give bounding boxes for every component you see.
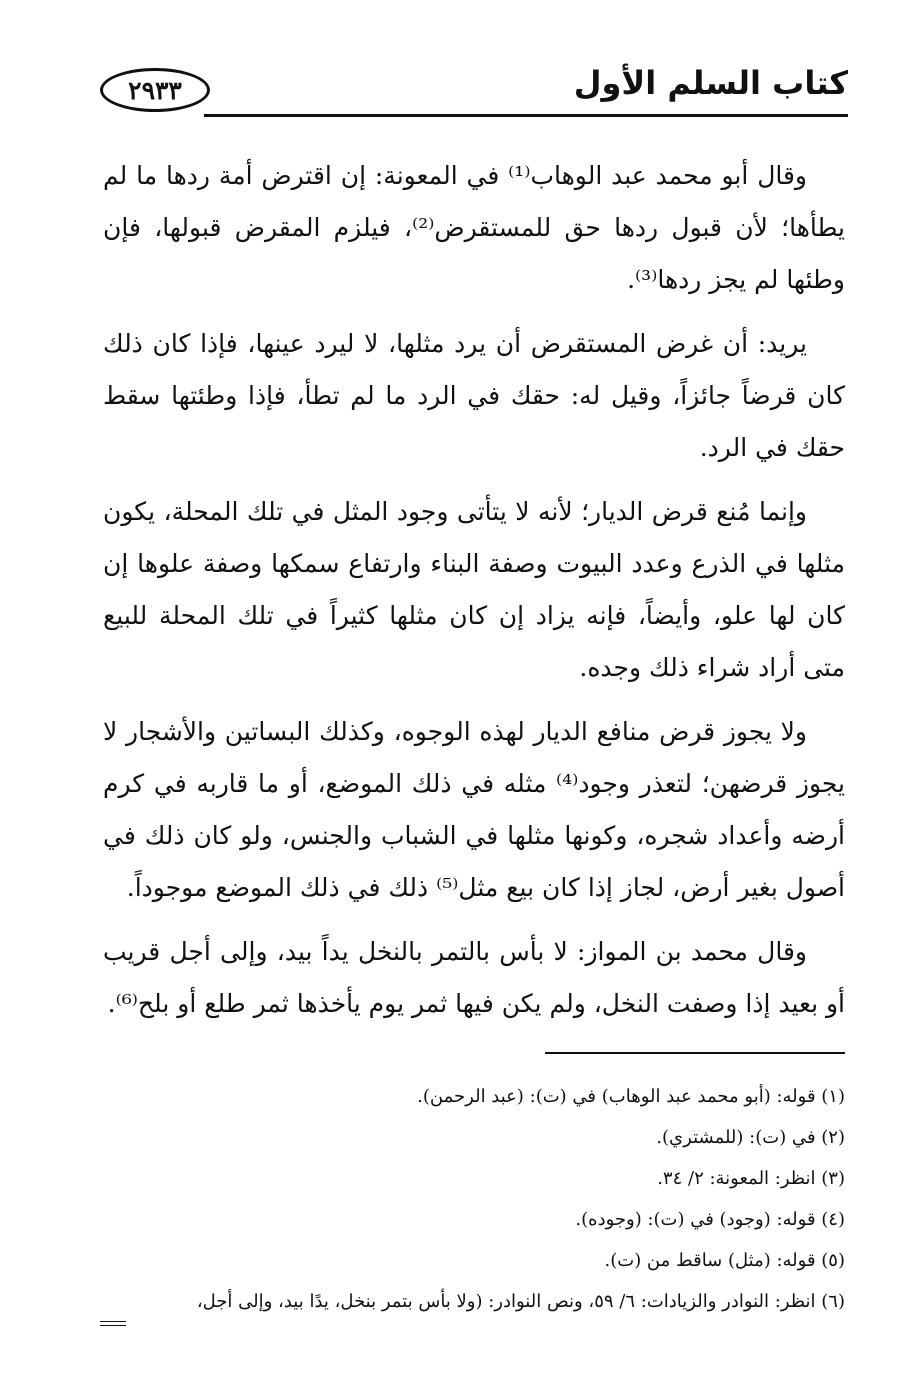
footnote-1: (١) قوله: (أبو محمد عبد الوهاب) في (ت): (عبد الرحمن). bbox=[417, 1086, 845, 1107]
paragraph-1: وقال أبو محمد عبد الوهاب⁽¹⁾ في المعونة: إن اقترض أمة ردها ما لم يطأها؛ لأن قبول ردها حق للمستقرض⁽²⁾، فيلزم المقرض قبولها، فإن وطئها لم يجز ردها⁽³⁾. bbox=[103, 161, 845, 294]
main-text bbox=[103, 150, 845, 1042]
paragraph-2: يريد: أن غرض المستقرض أن يرد مثلها، لا ليرد عينها، فإذا كان ذلك كان قرضاً جائزاً، وقيل له: حقك في الرد ما لم تطأ، فإذا وطئتها سقط حقك في الرد. bbox=[103, 329, 845, 462]
header-rule bbox=[204, 114, 848, 117]
footnote-5: (٥) قوله: (مثل) ساقط من (ت). bbox=[604, 1250, 845, 1271]
footnotes bbox=[100, 1076, 845, 1322]
paragraph-3: وإنما مُنع قرض الديار؛ لأنه لا يتأتى وجود المثل في تلك المحلة، يكون مثلها في الذرع وعدد البيوت وصفة البناء وارتفاع سمكها وصفة علوها إن كان لها علو، وأيضاً، فإنه يزاد إن كان مثلها كثيراً في تلك المحلة للبيع متى أراد شراء ذلك وجده. bbox=[103, 497, 845, 682]
paragraph-4: ولا يجوز قرض منافع الديار لهذه الوجوه، وكذلك البساتين والأشجار لا يجوز قرضهن؛ لتعذر وجود⁽⁴⁾ مثله في ذلك الموضع، أو ما قاربه في كرم أرضه وأعداد شجره، وكونها مثلها في الشباب والجنس، ولو كان ذلك في أصول بغير أرض، لجاز إذا كان بيع مثل⁽⁵⁾ ذلك في ذلك الموضع موجوداً. bbox=[103, 717, 845, 902]
footnote-3: (٣) انظر: المعونة: ٢/ ٣٤. bbox=[657, 1168, 845, 1189]
continuation-mark bbox=[100, 1318, 126, 1328]
paragraph-5: وقال محمد بن المواز: لا بأس بالتمر بالنخل يداً بيد، وإلى أجل قريب أو بعيد إذا وصفت النخل، ولم يكن فيها ثمر يوم يأخذها ثمر طلع أو بلح⁽⁶⁾. bbox=[103, 937, 845, 1018]
footnote-4: (٤) قوله: (وجود) في (ت): (وجوده). bbox=[575, 1209, 845, 1230]
footnote-separator bbox=[545, 1052, 845, 1054]
footnote-2: (٢) في (ت): (للمشتري). bbox=[656, 1127, 845, 1148]
running-title: كتاب السلم الأول bbox=[573, 64, 848, 102]
page-number: ٢٩٣٣ bbox=[100, 68, 210, 112]
page-header bbox=[100, 62, 848, 122]
footnote-6: (٦) انظر: النوادر والزيادات: ٦/ ٥٩، ونص النوادر: (ولا بأس بتمر بنخل، يدًا بيد، وإلى أجل، bbox=[196, 1291, 845, 1312]
